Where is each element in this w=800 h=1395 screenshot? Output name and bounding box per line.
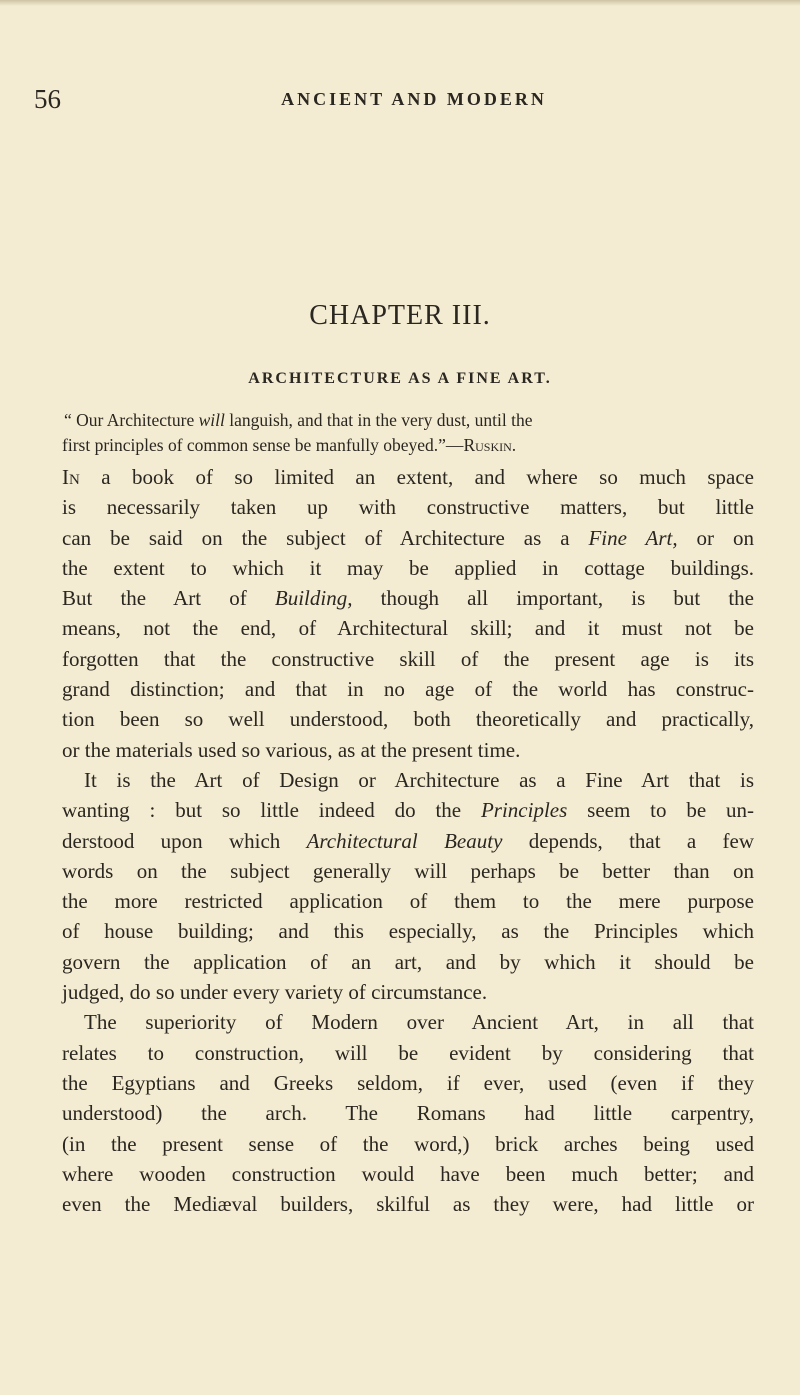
- text-line: means, not the end, of Architectural skill; and it must not be: [62, 616, 754, 641]
- drop-cap: In: [62, 465, 80, 489]
- epigraph-text: first principles of common sense be manfully obeyed.”—: [62, 435, 464, 455]
- page-number: 56: [34, 84, 61, 114]
- epigraph-author: Ruskin.: [463, 435, 517, 455]
- text-line: forgotten that the constructive skill of the present age is its: [62, 646, 754, 671]
- chapter-title: CHAPTER III.: [309, 300, 491, 331]
- text-line: is necessarily taken up with constructive matters, but little: [62, 495, 754, 520]
- text-span: derstood upon which: [62, 828, 307, 853]
- epigraph-italic: will: [198, 410, 225, 430]
- text-line: govern the application of an art, and by which it should be: [62, 949, 754, 974]
- running-title: ANCIENT AND MODERN: [281, 89, 547, 109]
- italic-span: Architectural Beauty: [306, 828, 503, 853]
- running-head: [34, 84, 774, 114]
- text-span: seem to be un-: [567, 798, 755, 823]
- text-line: tion been so well understood, both theoretically and practically,: [62, 707, 754, 732]
- italic-span: Building,: [274, 586, 353, 611]
- text-line: [62, 826, 754, 856]
- text-span: depends, that a few: [502, 828, 754, 853]
- body-text: [62, 462, 754, 1219]
- text-line: or the materials used so various, as at the present time.: [62, 737, 521, 762]
- text-span: can be said on the subject of Architecture as a: [62, 525, 589, 550]
- text-line: the extent to which it may be applied in cottage buildings.: [62, 555, 754, 580]
- text-line: The superiority of Modern over Ancient Art, in all that: [84, 1010, 754, 1035]
- text-line: [62, 523, 754, 553]
- section-title: ARCHITECTURE AS A FINE ART.: [248, 370, 552, 387]
- italic-span: Principles: [480, 798, 568, 823]
- text-line: [62, 583, 754, 613]
- text-line: where wooden construction would have been much better; and: [62, 1161, 754, 1186]
- text-line: the more restricted application of them to the mere purpose: [62, 889, 754, 914]
- text-line: relates to construction, will be evident by considering that: [62, 1040, 754, 1065]
- text-span: But the Art of: [62, 586, 275, 611]
- text-line: even the Mediæval builders, skilful as they were, had little or: [62, 1192, 754, 1217]
- text-line: of house building; and this especially, as the Principles which: [62, 919, 754, 944]
- text-span: a book of so limited an extent, and where so much space: [79, 465, 754, 489]
- text-line: understood) the arch. The Romans had little carpentry,: [62, 1101, 754, 1126]
- text-span: or on: [677, 525, 754, 550]
- text-line: (in the present sense of the word,) brick arches being used: [62, 1131, 754, 1156]
- page-edge: [0, 0, 800, 6]
- text-line: [62, 462, 754, 492]
- text-line: It is the Art of Design or Architecture as a Fine Art that is: [84, 767, 754, 792]
- text-line: [62, 795, 754, 825]
- text-line: grand distinction; and that in no age of the world has construc-: [62, 677, 754, 702]
- text-line: words on the subject generally will perhaps be better than on: [62, 858, 754, 883]
- text-span: wanting : but so little indeed do the: [62, 798, 481, 823]
- text-line: judged, do so under every variety of circumstance.: [62, 980, 488, 1005]
- epigraph-text: languish, and that in the very dust, until the: [224, 410, 533, 430]
- italic-span: Fine Art,: [588, 525, 678, 550]
- text-line: the Egyptians and Greeks seldom, if ever, used (even if they: [62, 1070, 754, 1095]
- epigraph: [62, 408, 752, 458]
- text-span: though all important, is but the: [352, 586, 754, 611]
- epigraph-text: “ Our Architecture: [64, 410, 199, 430]
